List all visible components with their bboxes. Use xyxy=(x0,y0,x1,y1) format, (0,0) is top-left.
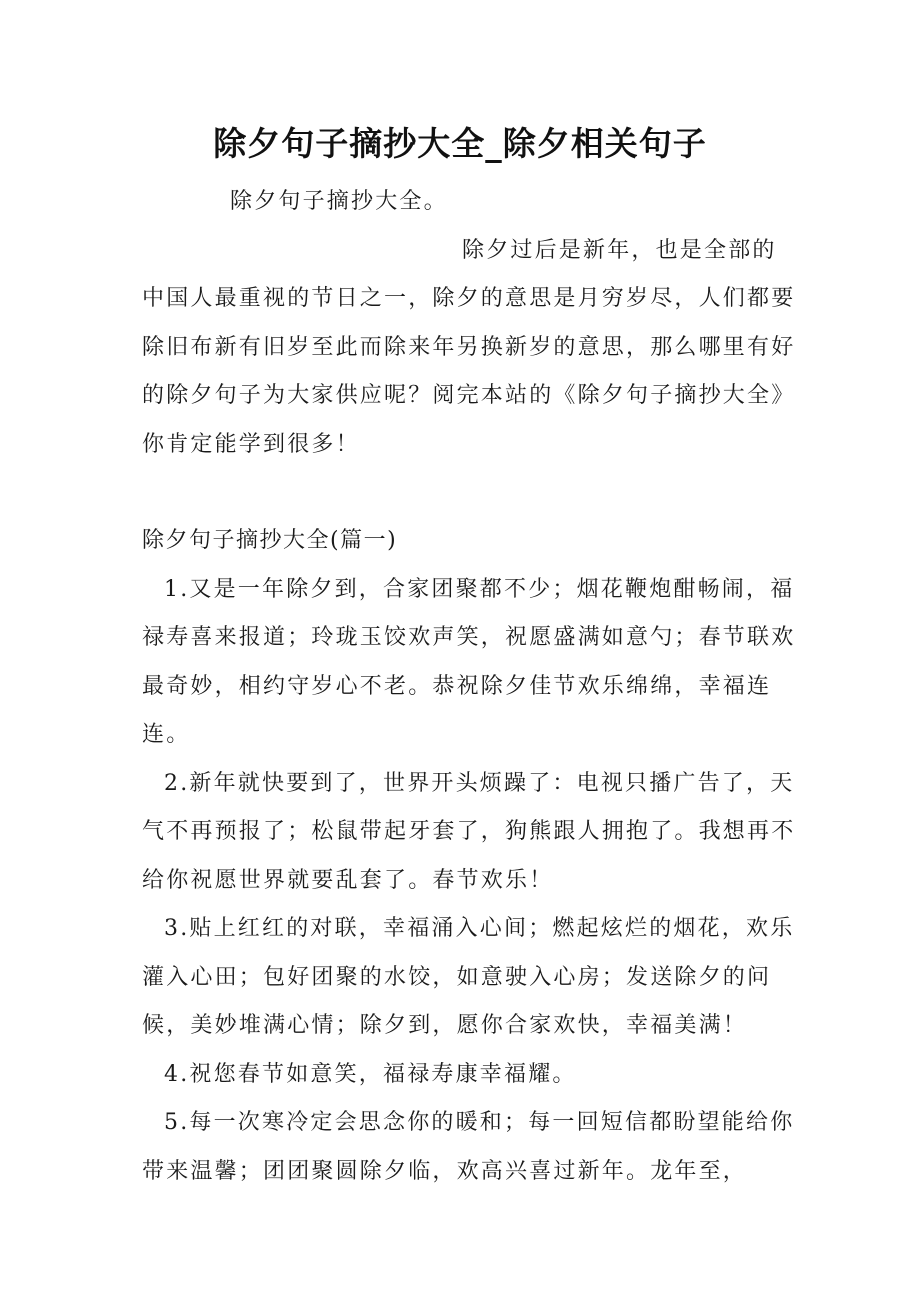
lead-line: 除夕句子摘抄大全。 xyxy=(230,189,448,214)
list-item: 3.贴上红红的对联，幸福涌入心间；燃起炫烂的烟花，欢乐灌入心田；包好团聚的水饺，如意驶入心房；发送除夕的问候，美妙堆满心情；除夕到，愿你合家欢快，幸福美满！ xyxy=(142,916,795,1038)
section-heading: 除夕句子摘抄大全(篇一) xyxy=(142,528,398,553)
document-body xyxy=(142,178,798,1196)
list-item: 5.每一次寒冷定会思念你的暖和；每一回短信都盼望能给你带来温馨；团团聚圆除夕临，欢高兴喜过新年。龙年至， xyxy=(142,1110,795,1184)
paragraph-gap xyxy=(142,469,798,517)
list-item: 2.新年就快要到了，世界开头烦躁了：电视只播广告了，天气不再预报了；松鼠带起牙套了，狗熊跟人拥抱了。我想再不给你祝愿世界就要乱套了。春节欢乐！ xyxy=(142,770,796,893)
intro-paragraph: 除夕过后是新年，也是全部的中国人最重视的节日之一，除夕的意思是月穷岁尽，人们都要除旧布新有旧岁至此而除来年另换新岁的意思，那么哪里有好的除夕句子为大家供应呢？阅完本站的《除夕句子摘抄大全》你肯定能学到很多！ xyxy=(142,237,796,457)
list-item: 4.祝您春节如意笑，福禄寿康幸福耀。 xyxy=(164,1061,577,1087)
list-item: 1.又是一年除夕到，合家团聚都不少；烟花鞭炮酣畅闹，福禄寿喜来报道；玲珑玉饺欢声笑，祝愿盛满如意勺；春节联欢最奇妙，相约守岁心不老。恭祝除夕佳节欢乐绵绵，幸福连连。 xyxy=(142,576,796,747)
document-title: 除夕句子摘抄大全_除夕相关句子 xyxy=(213,124,707,163)
